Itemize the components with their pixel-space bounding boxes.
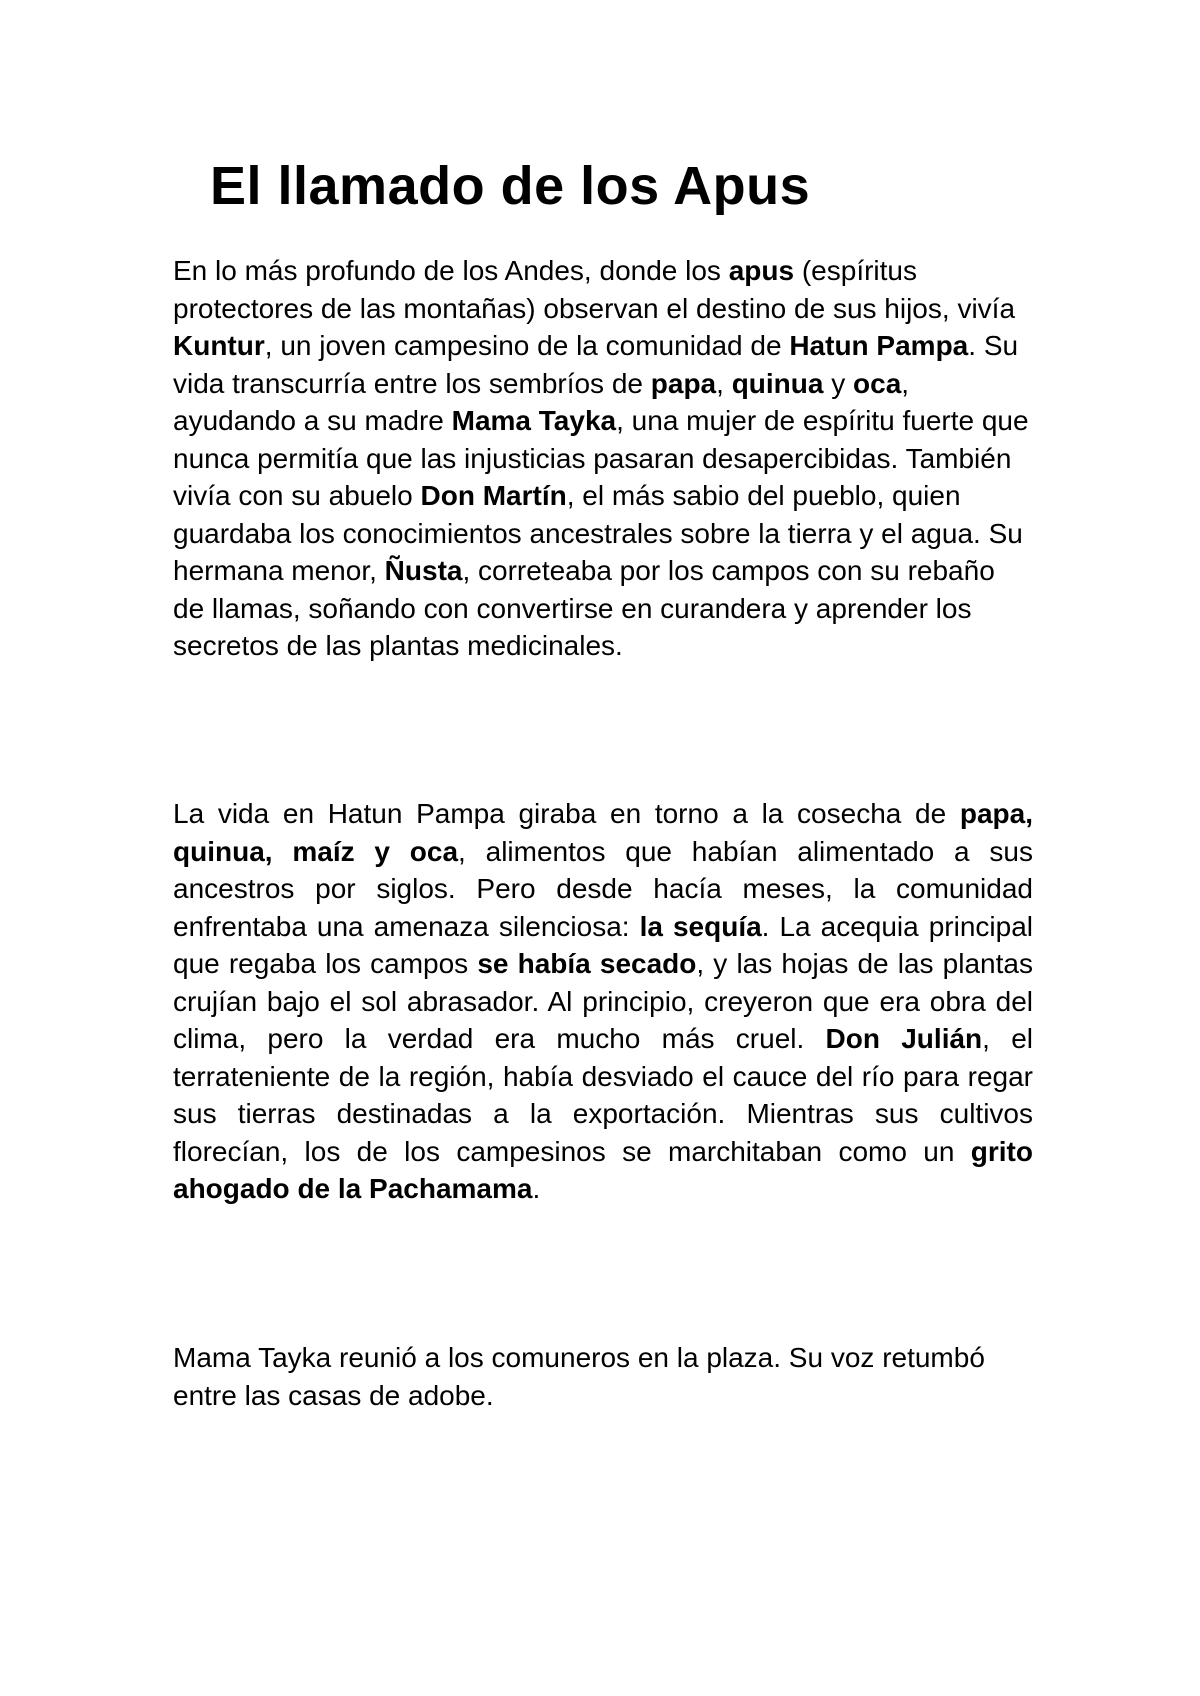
document-title: El llamado de los Apus	[210, 156, 811, 216]
paragraph-1	[173, 252, 1033, 665]
text-run: , un joven campesino de la comunidad de	[264, 330, 790, 361]
text-run: (espíritus protectores de las montañas) observan el destino de sus hijos, vivía	[173, 255, 1016, 324]
text-run: . Su vida transcurría entre los sembríos de	[173, 330, 1019, 399]
bold-text-run: papa, quinua, maíz y oca	[173, 798, 1033, 867]
text-run: , el más sabio del pueblo, quien guardaba los conocimientos ancestrales sobre la tierra y el agua. Su hermana menor,	[173, 480, 1023, 586]
bold-text-run: la sequía	[639, 910, 762, 942]
text-run: , correteaba por los campos con su rebaño de llamas, soñando con convertirse en curandera y aprender los secretos de las plantas medicinales.	[173, 555, 995, 661]
text-run: . La acequia principal que regaba los campos	[173, 910, 1033, 979]
text-run: , alimentos que habían alimentado a sus ancestros por siglos. Pero desde hacía meses, la comunidad enfrentaba una amenaza silenciosa:	[173, 835, 1033, 942]
bold-text-run: papa	[650, 367, 717, 399]
bold-text-run: Don Julián	[825, 1023, 983, 1054]
text-run: , ayudando a su madre	[173, 367, 910, 436]
bold-text-run: Don Martín	[420, 480, 567, 511]
bold-text-run: se había secado	[477, 948, 697, 979]
text-run: y	[823, 367, 854, 399]
bold-text-run: grito ahogado de la Pachamama	[173, 1135, 1033, 1204]
paragraph-2	[173, 795, 1033, 1208]
bold-text-run: quinua	[731, 367, 824, 399]
bold-text-run: Hatun Pampa	[789, 330, 969, 361]
text-run: , el terrateniente de la región, había desviado el cauce del río para regar sus tierras destinadas a la exportación. Mientras sus cultivos florecían, los de los campesinos se marchitaban como un	[173, 1023, 1033, 1167]
text-run: , y las hojas de las plantas crujían bajo el sol abrasador. Al principio, creyeron que era obra del clima, pero la verdad era mucho más cruel.	[173, 948, 1033, 1054]
text-run: La vida en Hatun Pampa giraba en torno a la cosecha de	[173, 798, 960, 829]
text-run: En lo más profundo de los Andes, donde los	[173, 255, 729, 286]
bold-text-run: apus	[728, 255, 795, 286]
bold-text-run: Mama Tayka	[451, 405, 617, 436]
text-run: ,	[716, 367, 732, 399]
text-run: , una mujer de espíritu fuerte que nunca permitía que las injusticias pasaran desapercibidas. También vivía con su abuelo	[173, 405, 1029, 511]
bold-text-run: oca	[853, 367, 902, 399]
bold-text-run: Ñusta	[384, 555, 463, 586]
text-run: Mama Tayka reunió a los comuneros en la plaza. Su voz retumbó entre las casas de adobe.	[173, 1342, 985, 1411]
bold-text-run: Kuntur	[173, 330, 265, 361]
paragraph-3	[173, 1339, 1033, 1414]
text-run: .	[532, 1173, 541, 1204]
